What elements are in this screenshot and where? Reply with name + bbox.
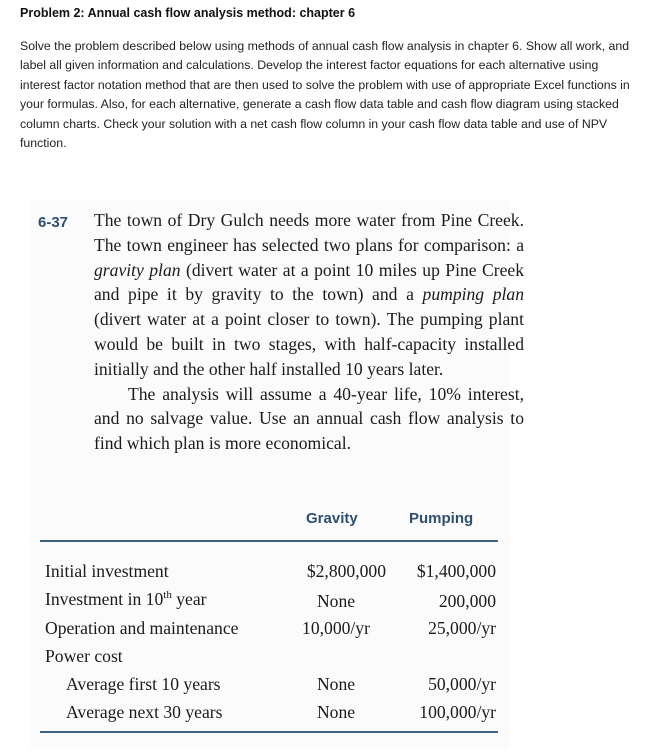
problem-number: 6-37 xyxy=(38,214,69,231)
cell-gravity: None xyxy=(316,591,356,611)
cell-pumping: 200,000 xyxy=(438,591,496,611)
table-top-rule xyxy=(40,540,498,542)
row-label-power-cost: Power cost xyxy=(45,646,123,666)
row-label-initial-investment: Initial investment xyxy=(45,561,169,581)
cell-gravity: $2,800,000 xyxy=(306,561,386,581)
problem-statement xyxy=(94,208,524,456)
row-label-average-next-30-years: Average next 30 years xyxy=(66,702,223,722)
problem-text-part: (divert water at a point 10 miles up Pine Creek and pipe it by gravity to the town) and a xyxy=(94,259,525,305)
problem-heading: Problem 2: Annual cash flow analysis method: chapter 6 xyxy=(20,6,356,20)
instructions-paragraph: Solve the problem described below using methods of annual cash flow analysis in chapter 6. Show all work, and label all given information and calculations. Develop the interest factor equations for each alternative using interest factor notation method that are then used to solve the problem with use of appropriate Excel functions in your formulas. Also, for each alternative, generate a cash flow data table and cash flow diagram using stacked column charts. Check your solution with a net cash flow column in your cash flow data table and use of NPV function. xyxy=(20,39,630,151)
table-bottom-rule xyxy=(40,731,498,733)
cell-pumping: 100,000/yr xyxy=(419,702,496,722)
column-header-gravity: Gravity xyxy=(306,510,358,527)
label-text: Investment in 10 xyxy=(45,589,164,609)
problem-text-part: The town of Dry Gulch needs more water from Pine Creek. The town engineer has selected two plans for comparison: a xyxy=(94,210,524,255)
label-text: year xyxy=(171,589,207,609)
row-label-average-first-10-years: Average first 10 years xyxy=(66,674,221,694)
row-label-investment-10th-year xyxy=(45,589,207,610)
problem-paragraph-1 xyxy=(94,208,524,382)
problem-text-part: (divert water at a point closer to town). The pumping plant would be built in two stages, with half-capacity installed initially and the other half installed 10 years later. xyxy=(94,309,524,379)
problem-paragraph-2: The analysis will assume a 40-year life, 10% interest, and no salvage value. Use an annual cash flow analysis to find which plan is more economical. xyxy=(94,383,524,454)
cell-pumping: 50,000/yr xyxy=(428,674,496,694)
row-label-operation-maintenance: Operation and maintenance xyxy=(45,618,239,638)
cell-gravity: None xyxy=(316,674,356,694)
column-header-pumping: Pumping xyxy=(409,510,474,527)
cell-pumping: 25,000/yr xyxy=(428,618,496,638)
cell-pumping: $1,400,000 xyxy=(416,561,496,581)
cell-gravity: None xyxy=(316,702,356,722)
gravity-plan-term: gravity plan xyxy=(94,259,181,280)
label-superscript: th xyxy=(163,589,172,602)
pumping-plan-term: pumping plan xyxy=(422,284,524,305)
cell-gravity: 10,000/yr xyxy=(302,618,370,638)
